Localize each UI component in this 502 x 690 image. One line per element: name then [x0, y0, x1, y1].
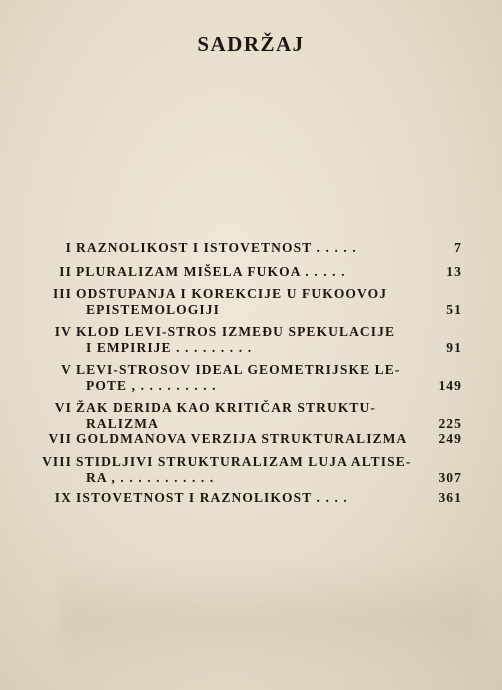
entry-title-line: STIDLJIVI STRUKTURALIZAM LUJA ALTISE- [76, 454, 412, 469]
entry-title-line: ISTOVETNOST I RAZNOLIKOST . . . . [76, 490, 348, 505]
page-title: SADRŽAJ [197, 32, 305, 56]
entry-title-line: GOLDMANOVA VERZIJA STRUKTURALIZMA [76, 431, 408, 446]
entry-title-line: I EMPIRIJE . . . . . . . . . [86, 340, 253, 355]
entry-title-line: POTE , . . . . . . . . . [86, 378, 217, 393]
entry-title-line: RALIZMA [86, 416, 159, 431]
entry-title-line: RAZNOLIKOST I ISTOVETNOST . . . . . [76, 240, 357, 255]
entry-title-line: RA , . . . . . . . . . . . [86, 470, 215, 485]
entry-number: VI [54, 400, 72, 415]
entry-page: 361 [438, 490, 462, 505]
entry-title-line: PLURALIZAM MIŠELA FUKOA . . . . . [76, 264, 346, 279]
entry-number: VII [48, 431, 72, 446]
entry-page: 225 [438, 416, 462, 431]
entry-number: I [65, 240, 72, 255]
entry-number: IX [54, 490, 72, 505]
entry-page: 249 [438, 431, 462, 446]
entry-title-line: LEVI-STROSOV IDEAL GEOMETRIJSKE LE- [76, 362, 401, 377]
entry-page: 307 [438, 470, 462, 485]
entry-number: IV [54, 324, 72, 339]
entry-page: 51 [446, 302, 462, 317]
entry-page: 7 [454, 240, 462, 255]
entry-title-line: KLOD LEVI-STROS IZMEĐU SPEKULACIJE [76, 324, 396, 339]
entry-title-line: EPISTEMOLOGIJI [86, 302, 220, 317]
entry-page: 91 [446, 340, 462, 355]
entry-number: II [59, 264, 72, 279]
entry-title-line: ŽAK DERIDA KAO KRITIČAR STRUKTU- [76, 400, 376, 415]
entry-title-line: ODSTUPANJA I KOREKCIJE U FUKOOVOJ [76, 286, 388, 301]
entry-number: V [61, 362, 72, 377]
entry-page: 149 [438, 378, 462, 393]
bleed-through-shadow [60, 560, 480, 680]
entry-number: VIII [42, 454, 72, 469]
entry-page: 13 [446, 264, 462, 279]
entry-number: III [52, 286, 72, 301]
